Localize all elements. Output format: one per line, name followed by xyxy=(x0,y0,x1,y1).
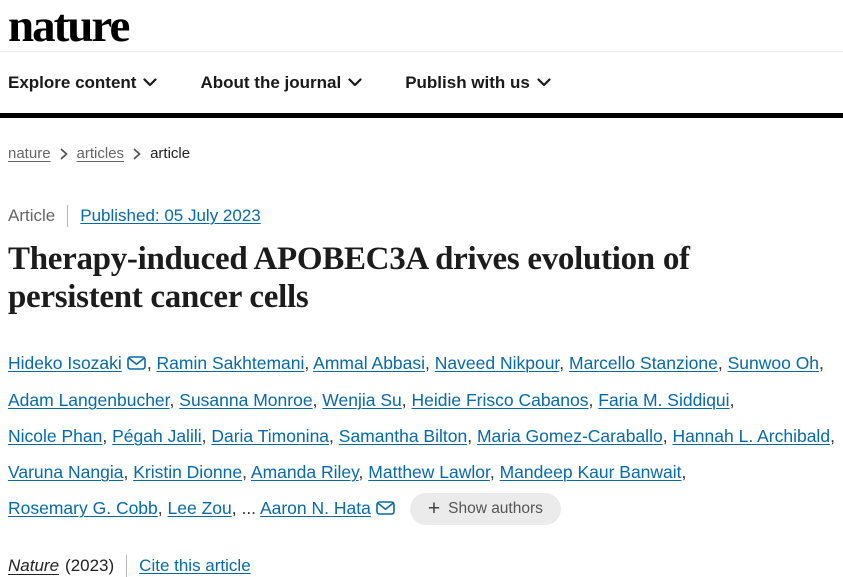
author-separator: , xyxy=(425,353,435,373)
article-page xyxy=(0,145,843,577)
author-link[interactable]: Samantha Bilton xyxy=(338,426,468,446)
journal-link[interactable]: Nature xyxy=(8,556,60,575)
chevron-down-icon xyxy=(537,78,551,87)
breadcrumb-link-nature[interactable]: nature xyxy=(8,145,51,162)
author-link[interactable]: Faria M. Siddiqui xyxy=(598,390,730,410)
author-separator: , xyxy=(169,390,180,410)
envelope-icon xyxy=(376,491,395,527)
author-link[interactable]: Ramin Sakhtemani xyxy=(156,353,305,373)
envelope-icon xyxy=(127,346,146,382)
author-separator: , xyxy=(146,353,157,373)
author-link[interactable]: Nicole Phan xyxy=(8,426,103,446)
nature-logo[interactable]: nature xyxy=(8,0,129,52)
logo-row xyxy=(0,0,843,52)
breadcrumb-current: article xyxy=(150,145,191,162)
author-separator: , xyxy=(681,462,687,482)
author-link[interactable]: Pégah Jalili xyxy=(112,426,202,446)
author-separator: , xyxy=(329,426,339,446)
nav-item-label: About the journal xyxy=(200,72,342,92)
author-list xyxy=(8,345,835,527)
author-separator: , xyxy=(304,353,314,373)
nav-item-publish-with-us[interactable] xyxy=(405,73,551,93)
author-separator: , xyxy=(242,462,251,482)
author-link[interactable]: Aaron N. Hata xyxy=(259,498,371,518)
meta-divider xyxy=(67,205,68,227)
header-divider-bar xyxy=(0,113,843,118)
author-link[interactable]: Hideko Isozaki xyxy=(8,353,122,373)
nav-item-about-the-journal[interactable] xyxy=(200,73,362,93)
author-separator: , xyxy=(717,353,728,373)
author-separator: , xyxy=(401,390,412,410)
author-link[interactable]: Wenjia Su xyxy=(322,390,402,410)
author-link[interactable]: Maria Gomez-Caraballo xyxy=(476,426,663,446)
author-link[interactable]: Mandeep Kaur Banwait xyxy=(499,462,682,482)
author-link[interactable]: Adam Langenbucher xyxy=(8,390,170,410)
nav-item-explore-content[interactable] xyxy=(8,73,157,93)
author-link[interactable]: Kristin Dionne xyxy=(133,462,243,482)
author-link[interactable]: Daria Timonina xyxy=(211,426,330,446)
article-type-label: Article xyxy=(8,206,56,225)
author-separator: , xyxy=(358,462,369,482)
author-separator: , xyxy=(830,426,835,446)
cite-this-article-link[interactable]: Cite this article xyxy=(139,556,251,575)
author-link[interactable]: Heidie Frisco Cabanos xyxy=(411,390,589,410)
author-separator: , xyxy=(123,462,134,482)
author-separator: , xyxy=(201,426,212,446)
article-meta-row xyxy=(8,205,835,227)
main-nav xyxy=(0,52,843,113)
author-link[interactable]: Rosemary G. Cobb xyxy=(8,498,158,518)
article-title: Therapy-induced APOBEC3A drives evolution of persistent cancer cells xyxy=(8,241,690,315)
show-authors-button[interactable] xyxy=(410,493,561,525)
author-separator: , xyxy=(559,353,570,373)
chevron-right-icon xyxy=(133,148,141,160)
author-separator: , xyxy=(819,353,824,373)
plus-icon: + xyxy=(427,497,441,521)
author-link[interactable]: Marcello Stanzione xyxy=(569,353,718,373)
breadcrumb xyxy=(8,145,835,162)
published-date-link[interactable]: Published: 05 July 2023 xyxy=(80,206,261,225)
author-link[interactable]: Naveed Nikpour xyxy=(434,353,560,373)
author-link[interactable]: Lee Zou xyxy=(167,498,232,518)
author-separator: , xyxy=(729,390,735,410)
author-separator: , xyxy=(588,390,599,410)
author-separator: , xyxy=(312,390,323,410)
citation-year: (2023) xyxy=(65,556,115,575)
author-link[interactable]: Susanna Monroe xyxy=(179,390,313,410)
author-link[interactable]: Hannah L. Archibald xyxy=(672,426,831,446)
nav-item-label: Explore content xyxy=(8,72,137,92)
citation-divider xyxy=(126,555,127,577)
chevron-right-icon xyxy=(60,148,68,160)
author-link[interactable]: Varuna Nangia xyxy=(8,462,124,482)
author-link[interactable]: Sunwoo Oh xyxy=(727,353,820,373)
author-separator: , xyxy=(489,462,500,482)
author-separator: , xyxy=(662,426,673,446)
author-link[interactable]: Amanda Riley xyxy=(250,462,359,482)
show-authors-label: Show authors xyxy=(448,500,543,518)
author-separator: , xyxy=(157,498,168,518)
nav-item-label: Publish with us xyxy=(405,72,530,92)
author-separator: , ... xyxy=(231,498,260,518)
author-separator: , xyxy=(467,426,477,446)
chevron-down-icon xyxy=(348,78,362,87)
citation-row xyxy=(8,555,835,577)
author-link[interactable]: Matthew Lawlor xyxy=(368,462,490,482)
author-link[interactable]: Ammal Abbasi xyxy=(313,353,426,373)
author-separator: , xyxy=(102,426,113,446)
site-header xyxy=(0,0,843,118)
breadcrumb-link-articles[interactable]: articles xyxy=(76,145,125,162)
chevron-down-icon xyxy=(143,78,157,87)
